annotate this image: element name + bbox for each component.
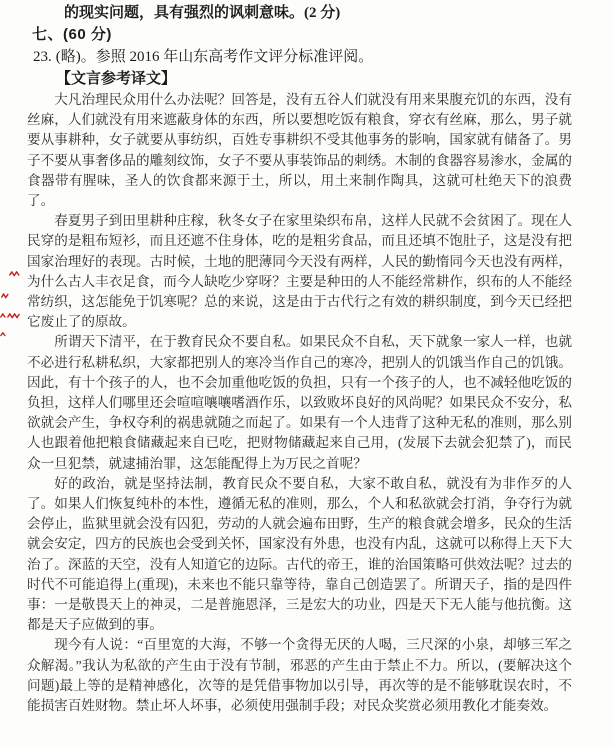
translation-paragraph: 春夏男子到田里耕种庄稼，秋冬女子在家里染织布帛，这样人民就不会贫困了。现在人民穿的是粗布短衫，而且还遮不住身体，吃的是粗劣食品，而且还填不饱肚子，这是没有把国家治理好的表现。古时候，土地的肥薄同今天没有两样，人民的勤惰同今天也没有两样，为什么古人丰衣足食，而今人缺吃少穿呀？主要是种田的人不能经常耕作，织布的人不能经常纺织，这怎能免于饥寒呢？总的来说，这是由于古代行之有效的耕织制度，到今天已经把它废止了的原故。 bbox=[27, 213, 572, 330]
translation-paragraph: 所谓天下清平，在于教育民众不要自私。如果民众不自私，天下就象一家人一样，也就不必进行私耕私织，大家都把别人的寒冷当作自己的寒冷，把别人的饥饿当作自己的饥饿。因此，有十个孩子的人，也不会加重他吃饭的负担，只有一个孩子的人，也不减轻他吃饭的负担，这样人们哪里还会喧喧嚷嚷嗜酒作乐，以致败坏良好的风尚呢？如果民众不安分，私欲就会产生，争权夺利的祸患就随之而起了。如果有一个人违背了这种无私的准则，那么别人也跟着他把粮食储藏起来自已吃，把财物储藏起来自己用，(发展下去就会犯禁了)，而民众一旦犯禁，就逮捕治罪，这怎能配得上为万民之首呢？ bbox=[27, 334, 572, 471]
previous-answer-tail-line: 的现实问题，具有强烈的讽刺意味。(2 分) bbox=[64, 5, 341, 21]
translation-paragraph: 大凡治理民众用什么办法呢？回答是，没有五谷人们就没有用来果腹充饥的东西，没有丝麻，人们就没有用来遮蔽身体的东西，所以要想吃饭有粮食，穿衣有丝麻，那么，男子就要从事耕种，女子就要从事纺织，百姓专事耕织不受其他事务的影响，国家就有储备了。男子不要从事奢侈品的雕刻纹饰，女子不要从事装饰品的刺绣。木制的食器容易渗水，金属的食器带有腥味，圣人的饮食都来源于土，所以，用土来制作陶具，这就可杜绝天下的浪费了。 bbox=[27, 92, 572, 209]
translation-paragraph: 好的政治，就是坚持法制，教育民众不要自私，大家不敢自私，就没有为非作歹的人了。如果人们恢复纯朴的本性，遵循无私的准则，那么，个人和私欲就会打消，争夺行为就会停止，监狱里就会没有囚犯，劳动的人就会遍布田野，生产的粮食就会增多，民众的生活就会安定，四方的民族也会受到关怀，国家没有外患，也没有内乱，这就可以称得上天下大治了。深蓝的天空，没有人知道它的边际。古代的帝王，谁的治国策略可供效法呢？过去的时代不可能追得上(重现)，未来也不能只靠等待，靠自己创造罢了。所谓天子，指的是四件事：一是敬畏天上的神灵，二是普施恩泽，三是宏大的功业，四是天下无人能与他抗衡。这都是天子应做到的事。 bbox=[27, 475, 572, 633]
classical-translation-body bbox=[27, 90, 572, 716]
item-23-text: (略)。参照 2016 年山东高考作文评分标准评阅。 bbox=[55, 49, 374, 65]
translation-paragraph: 现今有人说：“百里宽的大海，不够一个贪得无厌的人喝，三尺深的小泉，却够三军之众解渴。”我认为私欲的产生由于没有节制，邪恶的产生由于禁止不力。所以，(要解决这个问题)最上等的是精神感化，次等的是凭借事物加以引导，再次等的是不能够耽误农时，不能损害百姓财物。禁止坏人坏事，必须使用强制手段；对民众奖赏必须用教化才能奏效。 bbox=[27, 637, 572, 714]
section-seven-heading: 七、(60 分) bbox=[32, 26, 112, 43]
item-23-number: 23. bbox=[33, 49, 52, 65]
item-23-line bbox=[0, 46, 613, 68]
translation-title: 【文言参考译文】 bbox=[56, 71, 177, 87]
document-content bbox=[0, 2, 613, 716]
